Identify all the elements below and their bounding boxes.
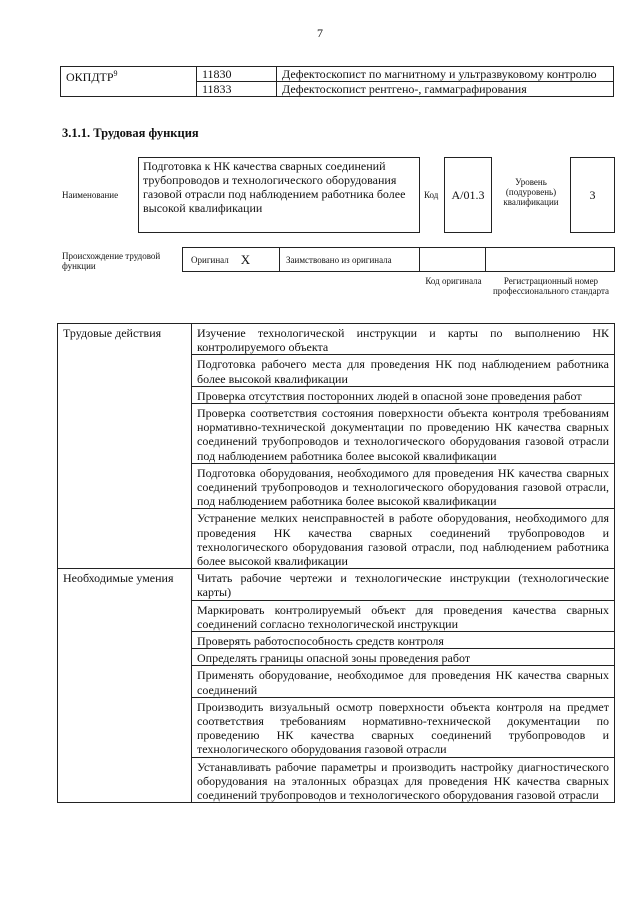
skill-item: Маркировать контролируемый объект для проведения качества сварных соединений согласно технологической инструкции [192,600,615,631]
code-label: Код [424,190,439,200]
okpdtr-code: 11830 [197,67,277,82]
reg-number-cell [485,247,615,272]
function-details-table [57,323,615,803]
okpdtr-title: Дефектоскопист рентгено-, гаммаграфирования [277,82,614,97]
skill-item: Проверять работоспособность средств контроля [192,632,615,649]
original-cell [182,247,280,272]
okpdtr-table [60,66,614,97]
code-original-cell [419,247,486,272]
okpdtr-label-cell [61,67,197,97]
reg-number-label: Регистрационный номер профессионального стандарта [492,276,610,296]
function-level: 3 [570,157,615,233]
origin-row [182,247,615,272]
skill-item: Применять оборудование, необходимое для проведения НК качества сварных соединений [192,666,615,697]
labor-action-item: Проверка отсутствия посторонних людей в опасной зоне проведения работ [192,386,615,403]
function-code: A/01.3 [444,157,492,233]
labor-action-item: Проверка соответствия состояния поверхности объекта контроля требованиям нормативно-технической документации по проведению НК качества сварных соединений трубопроводов и технологического оборудования газовой отрасли под наблюдением работника более высокой квалификации [192,404,615,464]
table-row [58,569,615,600]
skill-item: Определять границы опасной зоны проведения работ [192,649,615,666]
okpdtr-footnote: 9 [113,69,118,78]
okpdtr-title: Дефектоскопист по магнитному и ультразвуковому контролю [277,67,614,82]
code-original-label: Код оригинала [425,276,482,286]
skill-item: Устанавливать рабочие параметры и производить настройку диагностического оборудования на эталонных образцах для проведения НК качества сварных соединений трубопроводов и технологического оборудования газовой отрасли [192,757,615,803]
original-mark: X [240,251,251,267]
category-labor-actions: Трудовые действия [58,324,192,569]
borrowed-cell [279,247,420,272]
borrowed-label: Заимствовано из оригинала [286,254,392,265]
labor-action-item: Подготовка рабочего места для проведения НК под наблюдением работника более высокой квалификации [192,355,615,386]
page-number: 7 [317,26,323,40]
section-heading: 3.1.1. Трудовая функция [62,126,199,140]
labor-action-item: Изучение технологической инструкции и карты по выполнению НК контролируемого объекта [192,324,615,355]
level-label: Уровень (подуровень) квалификации [503,177,559,207]
labor-action-item: Устранение мелких неисправностей в работе оборудования, необходимого для проведения НК качества сварных соединений трубопроводов и технологического оборудования газовой отрасли, под наблюдением работника более высокой квалификации [192,509,615,569]
skill-item: Читать рабочие чертежи и технологические инструкции (технологические карты) [192,569,615,600]
origin-label: Происхождение трудовой функции [62,251,161,271]
labor-action-item: Подготовка оборудования, необходимого для проведения НК качества сварных соединений трубопроводов и технологического оборудования газовой отрасли, под наблюдением работника более высокой квалификации [192,463,615,509]
okpdtr-label: ОКПДТР [66,70,114,84]
original-label: Оригинал [191,254,229,265]
table-row [58,324,615,355]
name-label: Наименование [62,190,119,200]
table-row [61,67,614,82]
okpdtr-code: 11833 [197,82,277,97]
function-name: Подготовка к НК качества сварных соединений трубопроводов и технологического оборудования газовой отрасли под наблюдением работника более высокой квалификации [138,157,420,233]
skill-item: Производить визуальный осмотр поверхности объекта контроля на предмет соответствия требованиям нормативно-технической документации по проведению НК качества сварных соединений трубопроводов и технологического оборудования газовой отрасли [192,697,615,757]
category-required-skills: Необходимые умения [58,569,192,803]
